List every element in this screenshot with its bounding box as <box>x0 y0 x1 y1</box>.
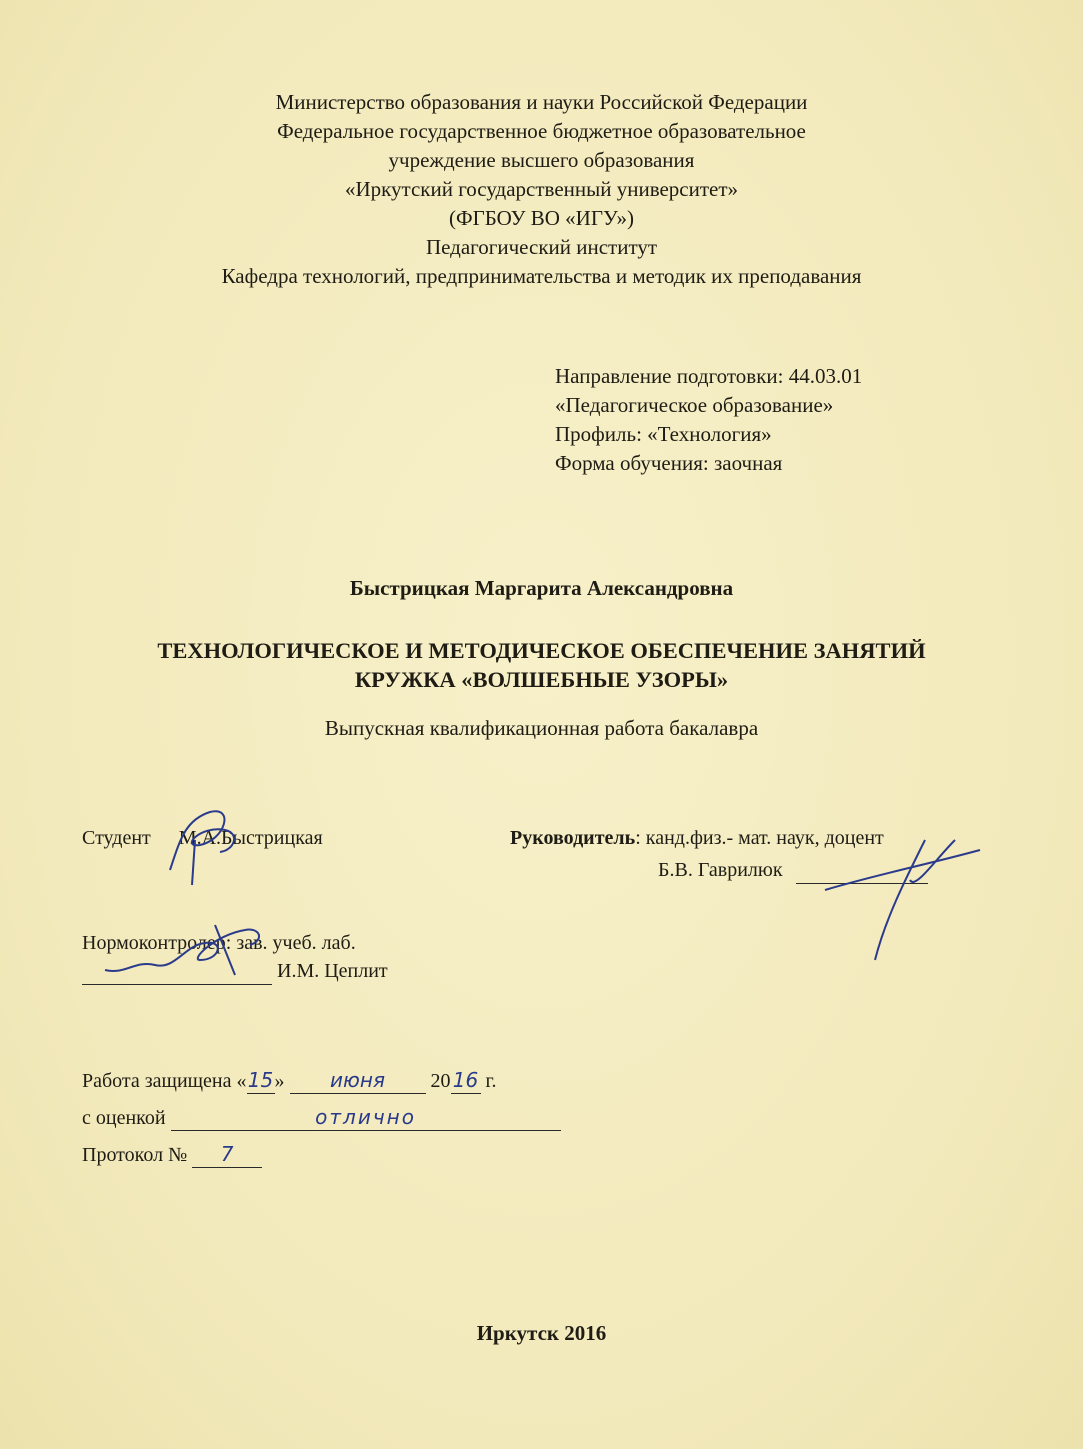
program-direction-name: «Педагогическое образование» <box>555 393 834 417</box>
student-signature-scribble <box>140 800 280 890</box>
defense-month: июня <box>290 1067 426 1094</box>
defense-year-suffix: 16 <box>451 1067 481 1094</box>
defense-close-quote: » <box>274 1070 285 1092</box>
ministry-line: Министерство образования и науки Российской Федерации <box>275 90 808 114</box>
defense-date-line <box>82 1067 496 1094</box>
grade-label: с оценкой <box>82 1107 166 1129</box>
supervisor-name: Б.В. Гаврилюк <box>658 859 783 881</box>
department-name: Кафедра технологий, предпринимательства и методик их преподавания <box>221 264 862 288</box>
student-label: Студент <box>82 827 151 849</box>
program-study-form: Форма обучения: заочная <box>555 451 783 475</box>
work-title <box>0 636 1083 694</box>
university-abbreviation: (ФГБОУ ВО «ИГУ») <box>448 206 634 230</box>
supervisor-signature-scribble <box>815 820 985 970</box>
defense-year-end: г. <box>480 1070 497 1092</box>
author-name: Быстрицкая Маргарита Александровна <box>349 576 734 600</box>
institution-line-2: учреждение высшего образования <box>388 148 695 172</box>
supervisor-label: Руководитель <box>510 827 636 849</box>
normcontrol-signature-scribble <box>95 915 295 985</box>
protocol-line <box>82 1141 262 1168</box>
program-block <box>555 362 862 478</box>
protocol-number: 7 <box>192 1141 262 1168</box>
work-title-line-2: КРУЖКА «ВОЛШЕБНЫЕ УЗОРЫ» <box>354 667 729 692</box>
header-block <box>0 88 1083 291</box>
supervisor-title: : канд.физ.- мат. наук, доцент <box>635 827 884 849</box>
program-direction: Направление подготовки: 44.03.01 <box>555 364 863 388</box>
city-year: Иркутск 2016 <box>476 1321 607 1345</box>
normcontrol-title: : зав. учеб. лаб. <box>225 932 356 954</box>
defense-grade-line <box>82 1104 561 1131</box>
defense-day: 15 <box>247 1068 274 1092</box>
work-type: Выпускная квалификационная работа бакалавра <box>324 716 759 740</box>
university-name: «Иркутский государственный университет» <box>344 177 739 201</box>
program-profile: Профиль: «Технология» <box>555 422 772 446</box>
normcontrol-label: Нормоконтролер <box>82 932 226 954</box>
work-title-line-1: ТЕХНОЛОГИЧЕСКОЕ И МЕТОДИЧЕСКОЕ ОБЕСПЕЧЕНИЕ ЗАНЯТИЙ <box>157 638 926 663</box>
student-name: М.А.Быстрицкая <box>178 827 323 849</box>
grade-value: отлично <box>171 1104 561 1131</box>
institution-line-1: Федеральное государственное бюджетное образовательное <box>277 119 806 143</box>
institute-name: Педагогический институт <box>425 235 658 259</box>
defense-year-prefix: 20 <box>430 1070 451 1092</box>
protocol-label: Протокол № <box>82 1144 188 1166</box>
defense-label: Работа защищена « <box>82 1070 247 1092</box>
normcontrol-name: И.М. Цеплит <box>277 960 388 982</box>
